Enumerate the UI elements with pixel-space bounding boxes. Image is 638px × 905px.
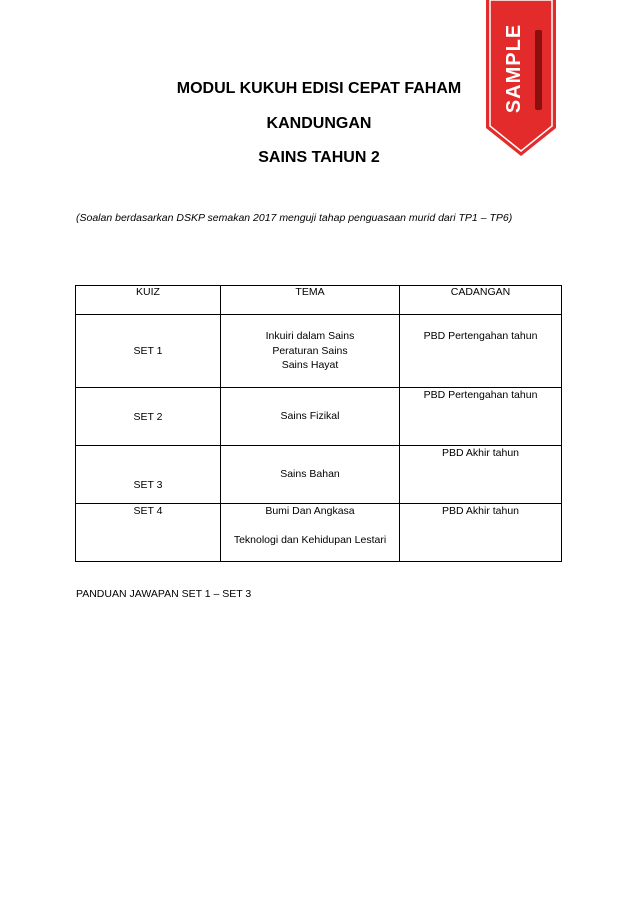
kuiz-label: SET 4 (133, 505, 163, 517)
kuiz-label: SET 2 (133, 410, 163, 423)
cell-tema (221, 388, 400, 446)
document-title: MODUL KUKUH EDISI CEPAT FAHAM (176, 80, 462, 97)
sample-label: SAMPLE (503, 23, 526, 113)
dskp-note: (Soalan berdasarkan DSKP semakan 2017 menguji tahap penguasaan murid dari TP1 – TP6) (76, 212, 513, 224)
table-row (76, 388, 562, 446)
document-subtitle: KANDUNGAN (266, 115, 372, 132)
cell-tema (221, 504, 400, 562)
cell-kuiz (76, 504, 221, 562)
sample-ribbon (486, 0, 556, 156)
cadangan-label: PBD Pertengahan tahun (423, 330, 538, 342)
cadangan-label: PBD Akhir tahun (441, 447, 520, 459)
table-header-row (76, 286, 562, 315)
kuiz-label: SET 1 (133, 345, 163, 357)
tema-line: Sains Fizikal (280, 410, 340, 423)
tema-line: Inkuiri dalam Sains (265, 330, 355, 342)
cell-cadangan (400, 315, 562, 388)
tema-line: Teknologi dan Kehidupan Lestari (233, 533, 387, 546)
table-row (76, 315, 562, 388)
header-tema: TEMA (221, 286, 400, 315)
tema-line: Bumi Dan Angkasa (265, 505, 355, 517)
cadangan-label: PBD Akhir tahun (441, 505, 520, 517)
cell-kuiz (76, 446, 221, 504)
cadangan-label: PBD Pertengahan tahun (423, 389, 538, 401)
table-row (76, 504, 562, 562)
tema-line: Peraturan Sains (272, 344, 348, 357)
table-row (76, 446, 562, 504)
cell-cadangan (400, 388, 562, 446)
tema-line: Sains Hayat (281, 359, 339, 371)
cell-tema (221, 446, 400, 504)
cell-kuiz (76, 388, 221, 446)
header-cadangan: CADANGAN (400, 286, 562, 315)
cell-cadangan (400, 446, 562, 504)
cell-kuiz (76, 315, 221, 388)
cell-cadangan (400, 504, 562, 562)
kuiz-label: SET 3 (133, 479, 163, 491)
tema-line: Sains Bahan (280, 468, 340, 481)
cell-tema (221, 315, 400, 388)
header-kuiz: KUIZ (76, 286, 221, 315)
ribbon-text (496, 18, 534, 118)
contents-table (75, 285, 562, 562)
ribbon-strip (535, 30, 542, 110)
answer-guide-note: PANDUAN JAWAPAN SET 1 – SET 3 (76, 588, 252, 600)
document-subject: SAINS TAHUN 2 (258, 149, 380, 166)
